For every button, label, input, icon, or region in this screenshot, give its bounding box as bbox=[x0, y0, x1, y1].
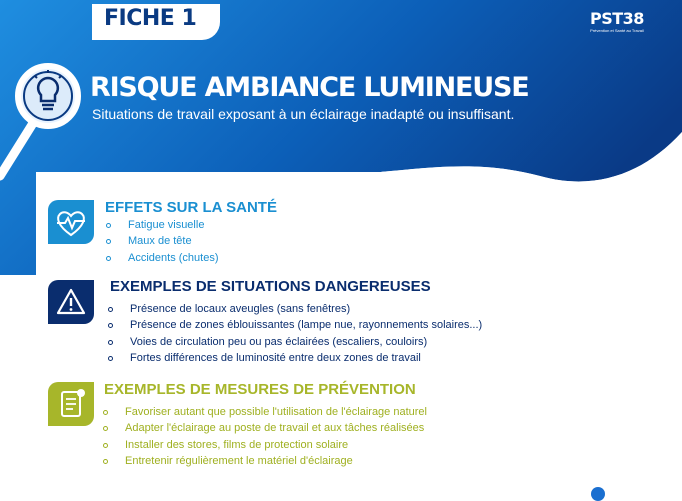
checklist-icon bbox=[48, 382, 94, 426]
list-item: Maux de tête bbox=[106, 233, 218, 249]
list-item: Présence de locaux aveugles (sans fenêtres) bbox=[108, 301, 482, 317]
list-item: Entretenir régulièrement le matériel d'éclairage bbox=[103, 453, 427, 469]
section-title: EXEMPLES DE SITUATIONS DANGEREUSES bbox=[110, 278, 431, 295]
warning-icon bbox=[48, 280, 94, 324]
page-title: RISQUE AMBIANCE LUMINEUSE bbox=[90, 72, 529, 103]
dangerous-situations-list bbox=[108, 301, 482, 366]
fiche-label: FICHE 1 bbox=[104, 6, 197, 31]
pst38-logo bbox=[590, 10, 644, 33]
decorative-dot bbox=[591, 487, 605, 501]
list-item: Adapter l'éclairage au poste de travail et aux tâches réalisées bbox=[103, 420, 427, 436]
list-item: Fortes différences de luminosité entre deux zones de travail bbox=[108, 350, 482, 366]
list-item: Fatigue visuelle bbox=[106, 217, 218, 233]
health-effects-list bbox=[106, 217, 218, 266]
list-item: Favoriser autant que possible l'utilisation de l'éclairage naturel bbox=[103, 404, 427, 420]
list-item: Accidents (chutes) bbox=[106, 250, 218, 266]
list-item: Présence de zones éblouissantes (lampe nue, rayonnements solaires...) bbox=[108, 317, 482, 333]
page-subtitle: Situations de travail exposant à un éclairage inadapté ou insuffisant. bbox=[92, 106, 515, 122]
list-item: Installer des stores, films de protection solaire bbox=[103, 437, 427, 453]
logo-text: PST38 bbox=[590, 9, 644, 28]
section-title: EFFETS SUR LA SANTÉ bbox=[105, 199, 277, 216]
section-title: EXEMPLES DE MESURES DE PRÉVENTION bbox=[104, 381, 416, 398]
prevention-measures-list bbox=[103, 404, 427, 469]
logo-subtitle: Prévention et Santé au Travail bbox=[590, 28, 644, 33]
magnifier-lightbulb-icon bbox=[0, 58, 100, 188]
heart-pulse-icon bbox=[48, 200, 94, 244]
list-item: Voies de circulation peu ou pas éclairées (escaliers, couloirs) bbox=[108, 334, 482, 350]
